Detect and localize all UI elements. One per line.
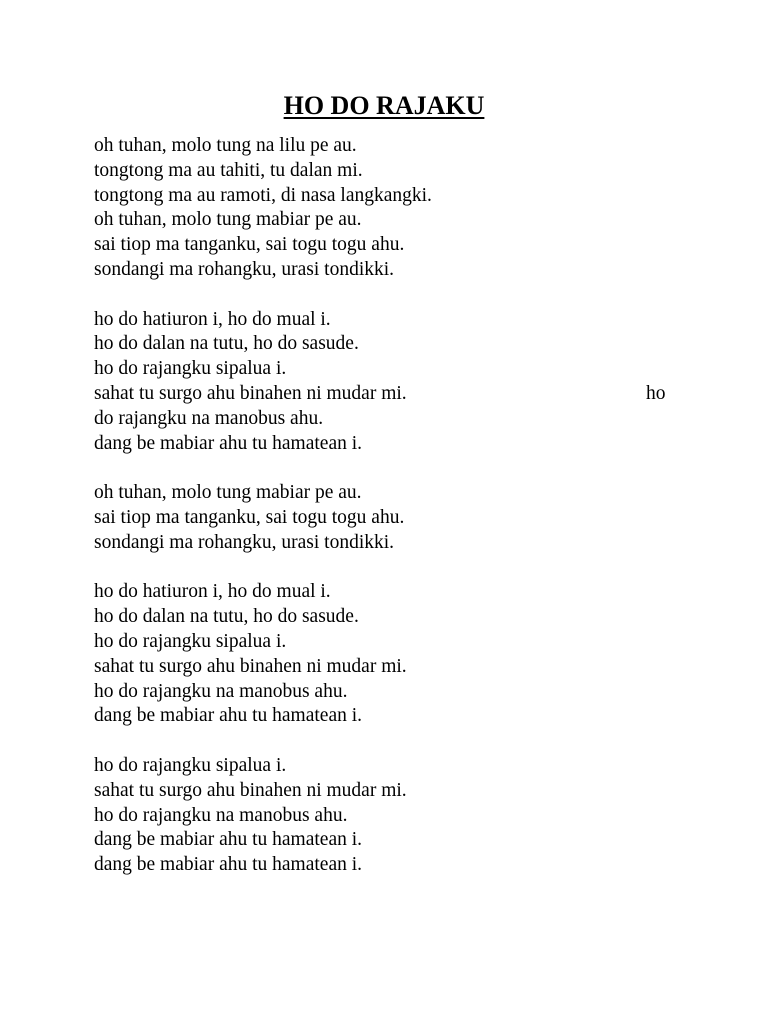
lyric-line: dang be mabiar ahu tu hamatean i. — [94, 854, 363, 876]
page-title-text: HO DO RAJAKU — [283, 91, 485, 120]
lyric-line: ho do dalan na tutu, ho do sasude. — [94, 606, 359, 628]
lyric-line: dang be mabiar ahu tu hamatean i. — [94, 432, 363, 454]
lyric-line-tail: ho — [646, 382, 666, 404]
lyric-line: dang be mabiar ahu tu hamatean i. — [94, 705, 363, 727]
stanza-1 — [94, 134, 694, 283]
stanza-3 — [94, 481, 694, 555]
stanza-2 — [94, 308, 694, 457]
lyric-line: ho do rajangku sipalua i. — [94, 630, 287, 652]
lyric-line: dang be mabiar ahu tu hamatean i. — [94, 829, 363, 851]
lyric-line: ho do rajangku na manobus ahu. — [94, 680, 348, 702]
lyric-line-split — [94, 382, 694, 407]
lyric-line: tongtong ma au ramoti, di nasa langkangki. — [94, 184, 432, 206]
lyric-line: sondangi ma rohangku, urasi tondikki. — [94, 531, 395, 553]
lyric-line: ho do rajangku na manobus ahu. — [94, 804, 348, 826]
lyrics-body — [94, 134, 694, 903]
lyric-line: sahat tu surgo ahu binahen ni mudar mi. — [94, 655, 407, 677]
lyric-line: do rajangku na manobus ahu. — [94, 407, 324, 429]
lyric-line: oh tuhan, molo tung na lilu pe au. — [94, 135, 357, 156]
lyric-line: sahat tu surgo ahu binahen ni mudar mi. — [94, 779, 407, 801]
lyric-line-head: sahat tu surgo ahu binahen ni mudar mi. — [94, 382, 407, 404]
lyric-line: ho do rajangku sipalua i. — [94, 358, 287, 380]
stanza-4 — [94, 580, 694, 729]
stanza-5 — [94, 754, 694, 878]
lyric-line: ho do rajangku sipalua i. — [94, 754, 287, 776]
lyric-line: oh tuhan, molo tung mabiar pe au. — [94, 209, 362, 231]
lyric-line: ho do hatiuron i, ho do mual i. — [94, 581, 331, 603]
page-title — [0, 90, 768, 122]
lyric-line: sai tiop ma tanganku, sai togu togu ahu. — [94, 234, 405, 256]
lyric-line: ho do dalan na tutu, ho do sasude. — [94, 333, 359, 355]
lyric-line: oh tuhan, molo tung mabiar pe au. — [94, 482, 362, 504]
lyric-line: sai tiop ma tanganku, sai togu togu ahu. — [94, 506, 405, 528]
lyric-line: ho do hatiuron i, ho do mual i. — [94, 308, 331, 330]
lyric-line: sondangi ma rohangku, urasi tondikki. — [94, 258, 395, 280]
lyric-line: tongtong ma au tahiti, tu dalan mi. — [94, 159, 363, 181]
